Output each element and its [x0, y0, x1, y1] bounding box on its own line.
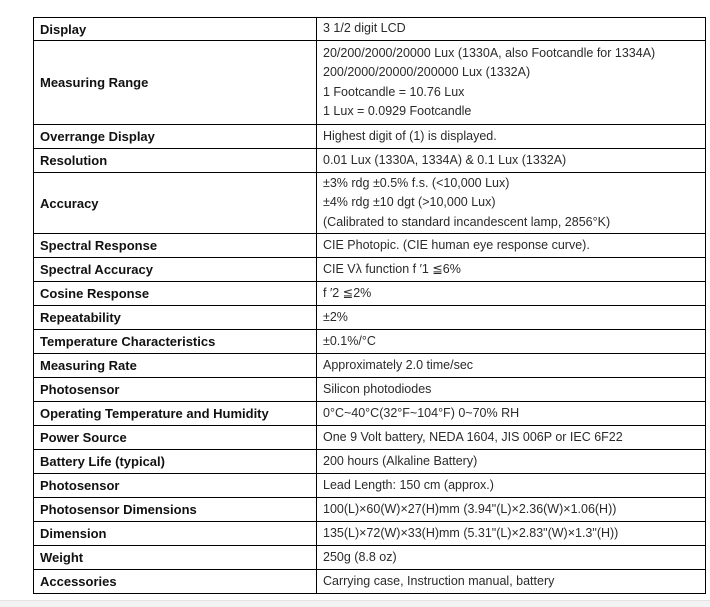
spec-value-line: Lead Length: 150 cm (approx.) — [323, 477, 494, 492]
spec-value — [317, 282, 706, 306]
spec-value-line: CIE Photopic. (CIE human eye response curve). — [323, 237, 590, 252]
spec-label: Spectral Accuracy — [34, 258, 317, 282]
spec-label: Operating Temperature and Humidity — [34, 402, 317, 426]
spec-row — [34, 546, 706, 570]
spec-label: Battery Life (typical) — [34, 450, 317, 474]
spec-row — [34, 522, 706, 546]
spec-row — [34, 378, 706, 402]
spec-value — [317, 570, 706, 594]
spec-value — [317, 234, 706, 258]
spec-label: Photosensor — [34, 474, 317, 498]
spec-value-line: f ′2 ≦2% — [323, 285, 372, 300]
spec-value-line: 250g (8.8 oz) — [323, 549, 397, 564]
spec-value-line: 0.01 Lux (1330A, 1334A) & 0.1 Lux (1332A) — [323, 152, 567, 167]
spec-value — [317, 474, 706, 498]
spec-row — [34, 18, 706, 41]
spec-value-line: CIE Vλ function f ′1 ≦6% — [323, 261, 461, 276]
spec-value-line: 1 Footcandle = 10.76 Lux — [323, 84, 465, 99]
spec-row — [34, 474, 706, 498]
spec-value-line: 135(L)×72(W)×33(H)mm (5.31"(L)×2.83"(W)×1.3"(H)) — [323, 525, 619, 540]
spec-value — [317, 18, 706, 41]
spec-label: Accuracy — [34, 173, 317, 234]
spec-row — [34, 450, 706, 474]
spec-value-line: 100(L)×60(W)×27(H)mm (3.94"(L)×2.36(W)×1.06(H)) — [323, 501, 617, 516]
spec-value-line: 1 Lux = 0.0929 Footcandle — [323, 104, 472, 118]
spec-value-line: 3 1/2 digit LCD — [323, 21, 406, 36]
spec-value-line: 200 hours (Alkaline Battery) — [323, 453, 478, 468]
spec-row — [34, 426, 706, 450]
spec-value-line: Approximately 2.0 time/sec — [323, 357, 474, 372]
spec-value — [317, 426, 706, 450]
spec-label: Spectral Response — [34, 234, 317, 258]
spec-value-line: Carrying case, Instruction manual, battery — [323, 573, 555, 588]
spec-row — [34, 125, 706, 149]
spec-value — [317, 173, 706, 234]
spec-value — [317, 546, 706, 570]
spec-value — [317, 330, 706, 354]
spec-value-line: 0°C~40°C(32°F~104°F) 0~70% RH — [323, 405, 520, 420]
spec-label: Weight — [34, 546, 317, 570]
spec-value-line: ±2% — [323, 309, 348, 324]
spec-label: Measuring Range — [34, 41, 317, 125]
spec-value-line: One 9 Volt battery, NEDA 1604, JIS 006P or IEC 6F22 — [323, 429, 623, 444]
spec-row — [34, 498, 706, 522]
specifications-table-body — [34, 18, 706, 594]
spec-label: Power Source — [34, 426, 317, 450]
spec-value — [317, 258, 706, 282]
spec-value — [317, 354, 706, 378]
spec-value — [317, 149, 706, 173]
spec-label: Overrange Display — [34, 125, 317, 149]
spec-label: Resolution — [34, 149, 317, 173]
spec-row — [34, 306, 706, 330]
spec-value — [317, 378, 706, 402]
spec-value-line: Highest digit of (1) is displayed. — [323, 128, 497, 143]
spec-value — [317, 125, 706, 149]
spec-value-line: Silicon photodiodes — [323, 381, 432, 396]
spec-value — [317, 522, 706, 546]
spec-value — [317, 306, 706, 330]
spec-value-line: ±0.1%/°C — [323, 333, 376, 348]
spec-row — [34, 330, 706, 354]
specifications-table — [33, 17, 706, 594]
spec-label: Measuring Rate — [34, 354, 317, 378]
spec-value-line: ±4% rdg ±10 dgt (>10,000 Lux) — [323, 195, 496, 210]
spec-row — [34, 173, 706, 234]
spec-label: Photosensor Dimensions — [34, 498, 317, 522]
spec-value — [317, 402, 706, 426]
spec-label: Dimension — [34, 522, 317, 546]
spec-label: Accessories — [34, 570, 317, 594]
spec-label: Display — [34, 18, 317, 41]
spec-row — [34, 258, 706, 282]
spec-label: Photosensor — [34, 378, 317, 402]
spec-value — [317, 450, 706, 474]
spec-label: Repeatability — [34, 306, 317, 330]
spec-value — [317, 498, 706, 522]
spec-label: Cosine Response — [34, 282, 317, 306]
spec-row — [34, 149, 706, 173]
spec-label: Temperature Characteristics — [34, 330, 317, 354]
spec-value-line: 20/200/2000/20000 Lux (1330A, also Footcandle for 1334A) — [323, 45, 656, 60]
spec-row — [34, 41, 706, 125]
spec-value-line: (Calibrated to standard incandescent lamp, 2856°K) — [323, 214, 611, 229]
spec-row — [34, 570, 706, 594]
spec-value — [317, 41, 706, 125]
spec-row — [34, 234, 706, 258]
spec-value-line: 200/2000/20000/200000 Lux (1332A) — [323, 65, 531, 79]
spec-row — [34, 354, 706, 378]
spec-value-line: ±3% rdg ±0.5% f.s. (<10,000 Lux) — [323, 175, 510, 190]
spec-row — [34, 402, 706, 426]
spec-row — [34, 282, 706, 306]
